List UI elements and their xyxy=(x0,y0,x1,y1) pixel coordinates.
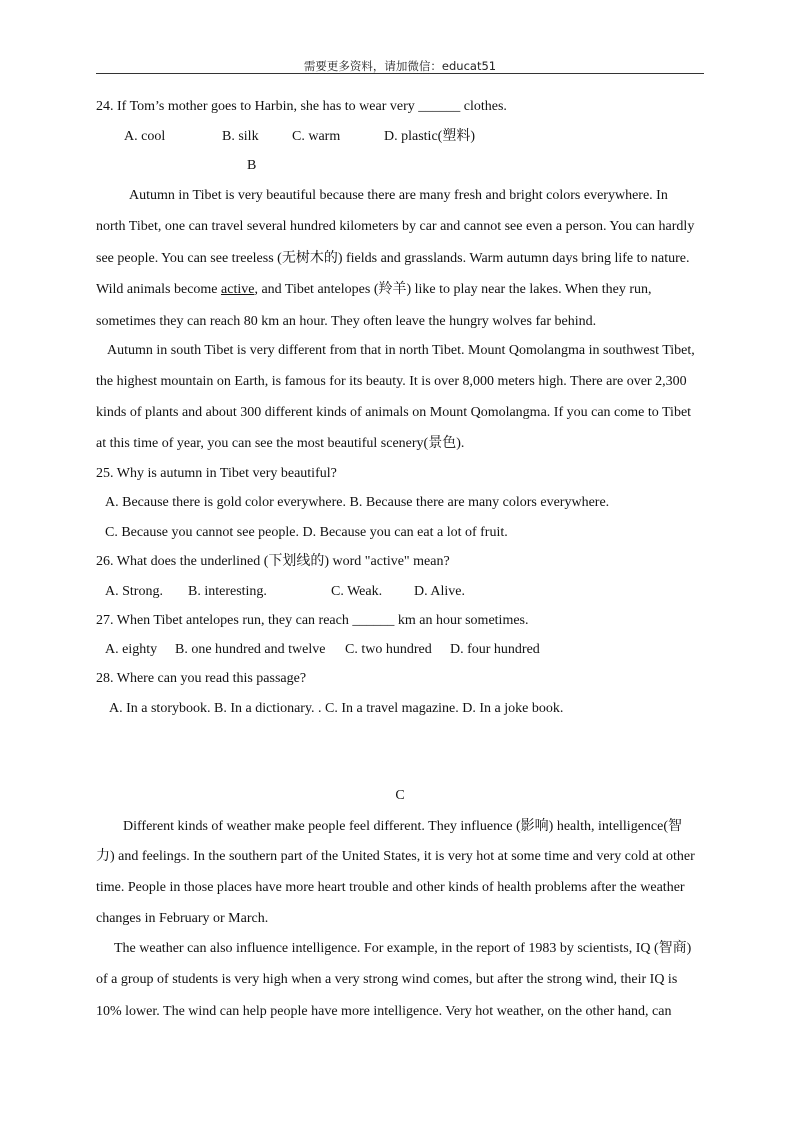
q25-options-ab: A. Because there is gold color everywhere. B. Because there are many colors everywhere. xyxy=(105,495,610,510)
passage-b-line-6: Autumn in south Tibet is very different from that in north Tibet. Mount Qomolangma in southwest Tibet, xyxy=(107,343,695,358)
q24-option-c: C. warm xyxy=(292,129,341,144)
q24-option-d: D. plastic(塑料) xyxy=(384,129,475,144)
question-25: 25. Why is autumn in Tibet very beautiful? xyxy=(96,466,337,481)
passage-b-line-5: sometimes they can reach 80 km an hour. They often leave the hungry wolves far behind. xyxy=(96,314,597,329)
q27-option-d: D. four hundred xyxy=(450,642,540,657)
passage-b-line-9: at this time of year, you can see the most beautiful scenery(景色). xyxy=(96,436,465,451)
question-28: 28. Where can you read this passage? xyxy=(96,671,307,686)
passage-b-line-4-end: , and Tibet antelopes (羚羊) like to play near the lakes. When they run, xyxy=(254,282,652,297)
section-c-label: C xyxy=(395,788,405,803)
passage-c-line-3: time. People in those places have more heart trouble and other kinds of health problems after the weather xyxy=(96,880,685,895)
passage-b-line-4 xyxy=(96,281,652,299)
q26-option-a: A. Strong. xyxy=(105,584,163,599)
question-26: 26. What does the underlined (下划线的) word "active" mean? xyxy=(96,554,450,569)
q28-options: A. In a storybook. B. In a dictionary. . C. In a travel magazine. D. In a joke book. xyxy=(109,701,564,716)
q27-option-c: C. two hundred xyxy=(345,642,432,657)
passage-c-line-7: 10% lower. The wind can help people have more intelligence. Very hot weather, on the other hand, can xyxy=(96,1004,672,1019)
question-24: 24. If Tom’s mother goes to Harbin, she has to wear very ______ clothes. xyxy=(96,99,507,114)
question-27: 27. When Tibet antelopes run, they can reach ______ km an hour sometimes. xyxy=(96,613,529,628)
q24-option-b: B. silk xyxy=(222,129,259,144)
header-divider xyxy=(96,73,704,74)
passage-b-line-1: Autumn in Tibet is very beautiful because there are many fresh and bright colors everywhere. In xyxy=(129,188,668,203)
q27-option-b: B. one hundred and twelve xyxy=(175,642,326,657)
underlined-word-active: active xyxy=(221,282,255,297)
page-header: 需要更多资料，请加微信：educat51 xyxy=(303,59,497,73)
q26-option-c: C. Weak. xyxy=(331,584,383,599)
section-b-label: B xyxy=(247,158,257,173)
q26-option-b: B. interesting. xyxy=(188,584,267,599)
passage-b-line-4-start: Wild animals become xyxy=(96,282,222,297)
passage-c-line-6: of a group of students is very high when a very strong wind comes, but after the strong wind, their IQ is xyxy=(96,972,678,987)
passage-c-line-4: changes in February or March. xyxy=(96,911,269,926)
passage-c-line-1: Different kinds of weather make people feel different. They influence (影响) health, intelligence(智 xyxy=(123,819,683,834)
passage-b-line-7: the highest mountain on Earth, is famous for its beauty. It is over 8,000 meters high. There are over 2,300 xyxy=(96,374,687,389)
q24-option-a: A. cool xyxy=(124,129,166,144)
passage-c-line-2: 力) and feelings. In the southern part of the United States, it is very hot at some time and very cold at other xyxy=(96,849,695,864)
passage-b-line-3: see people. You can see treeless (无树木的) fields and grasslands. Warm autumn days bring life to nature. xyxy=(96,251,690,266)
q27-option-a: A. eighty xyxy=(105,642,158,657)
passage-c-line-5: The weather can also influence intelligence. For example, in the report of 1983 by scientists, IQ (智商) xyxy=(114,941,692,956)
q25-options-cd: C. Because you cannot see people. D. Because you can eat a lot of fruit. xyxy=(105,525,508,540)
passage-b-line-2: north Tibet, one can travel several hundred kilometers by car and cannot see even a person. You can hardly xyxy=(96,219,695,234)
passage-b-line-8: kinds of plants and about 300 different kinds of animals on Mount Qomolangma. If you can come to Tibet xyxy=(96,405,692,420)
q26-option-d: D. Alive. xyxy=(414,584,465,599)
